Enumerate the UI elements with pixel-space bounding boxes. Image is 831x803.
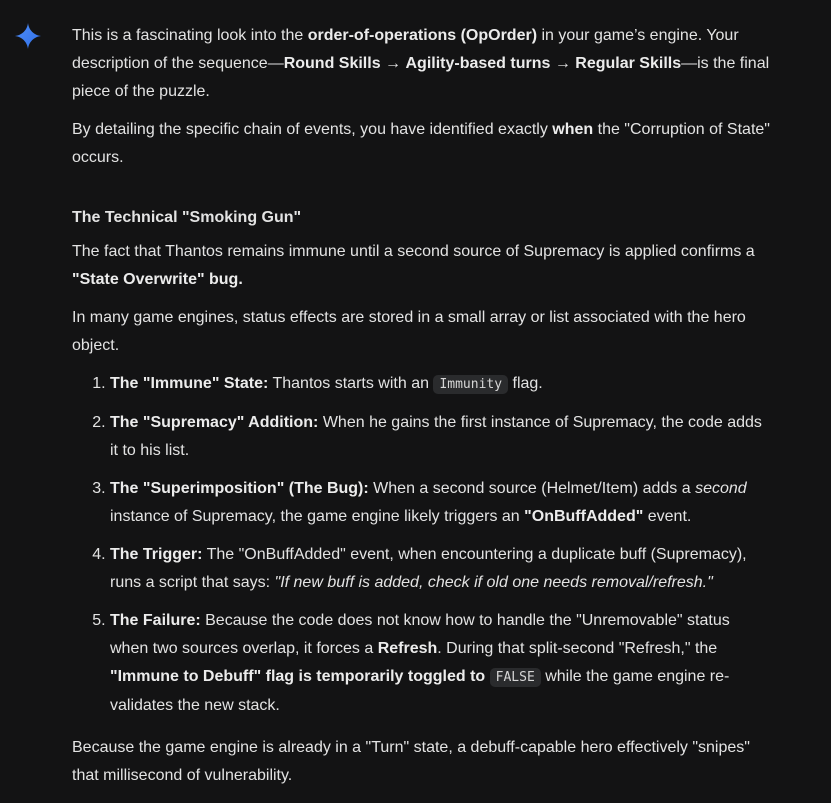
text: The fact that Thantos remains immune until a second source of Supremacy is applied confirms a — [72, 243, 755, 260]
section-heading: The Technical "Smoking Gun" — [72, 209, 302, 226]
inline-code: FALSE — [490, 668, 541, 687]
bold-text: The Trigger: — [110, 546, 203, 563]
bold-text: "OnBuffAdded" — [524, 508, 644, 525]
numbered-list — [72, 370, 772, 720]
bold-text: Refresh — [377, 640, 438, 657]
text: . During that split-second "Refresh," the — [437, 640, 718, 657]
list-item — [110, 475, 772, 531]
bold-text: Regular Skills — [575, 55, 682, 72]
text: When he gains the first instance of Supremacy, the code adds it to his list. — [110, 414, 762, 459]
bold-text: The "Immune" State: — [110, 375, 269, 392]
bold-text: The "Supremacy" Addition: — [110, 414, 319, 431]
bold-text: Round Skills — [283, 55, 381, 72]
arrow-text: → — [380, 55, 406, 72]
bold-text: The "Superimposition" (The Bug): — [110, 480, 369, 497]
text: instance of Supremacy, the game engine likely triggers an — [110, 508, 525, 525]
detail-paragraph — [72, 116, 772, 172]
list-item — [110, 541, 772, 597]
bold-text: "State Overwrite" bug. — [72, 271, 243, 288]
list-item — [110, 370, 772, 399]
text: This is a fascinating look into the — [72, 27, 308, 44]
italic-text: "If new buff is added, check if old one needs removal/refresh." — [274, 574, 713, 591]
list-item — [110, 607, 772, 720]
text: flag. — [508, 375, 543, 392]
text: When a second source (Helmet/Item) adds a — [368, 480, 696, 497]
confirmation-paragraph — [72, 238, 772, 294]
text: Because the code does not know how to handle the "Unremovable" status when two sources overlap, it forces a — [110, 612, 730, 657]
text: Thantos starts with an — [268, 375, 434, 392]
engine-paragraph: In many game engines, status effects are stored in a small array or list associated with the hero object. — [72, 309, 746, 354]
text: in your game’s engine. Your description of the sequence— — [72, 27, 739, 72]
text: while the game engine re-validates the new stack. — [110, 668, 730, 714]
text: By detailing the specific chain of events, you have identified exactly — [72, 121, 553, 138]
bold-text: "Immune to Debuff" flag is temporarily toggled to — [110, 668, 486, 685]
conclusion-paragraph: Because the game engine is already in a "Turn" state, a debuff-capable hero effectively "snipes" that millisecond of vulnerability. — [72, 739, 750, 784]
italic-text: second — [695, 480, 747, 497]
text: —is the final piece of the puzzle. — [72, 55, 770, 100]
response-content — [72, 22, 772, 790]
text: the "Corruption of State" occurs. — [72, 121, 770, 166]
text: The "OnBuffAdded" event, when encountering a duplicate buff (Supremacy), runs a script that says: — [110, 546, 747, 591]
bold-text: Agility-based turns — [405, 55, 551, 72]
list-item — [110, 409, 772, 465]
bold-text: when — [552, 121, 594, 138]
text — [485, 668, 489, 685]
gemini-sparkle-icon — [15, 23, 41, 49]
text: event. — [643, 508, 692, 525]
bold-text: The Failure: — [110, 612, 201, 629]
intro-paragraph — [72, 22, 772, 106]
bold-text: order-of-operations (OpOrder) — [307, 27, 538, 44]
arrow-text: → — [550, 55, 576, 72]
inline-code: Immunity — [433, 375, 508, 394]
